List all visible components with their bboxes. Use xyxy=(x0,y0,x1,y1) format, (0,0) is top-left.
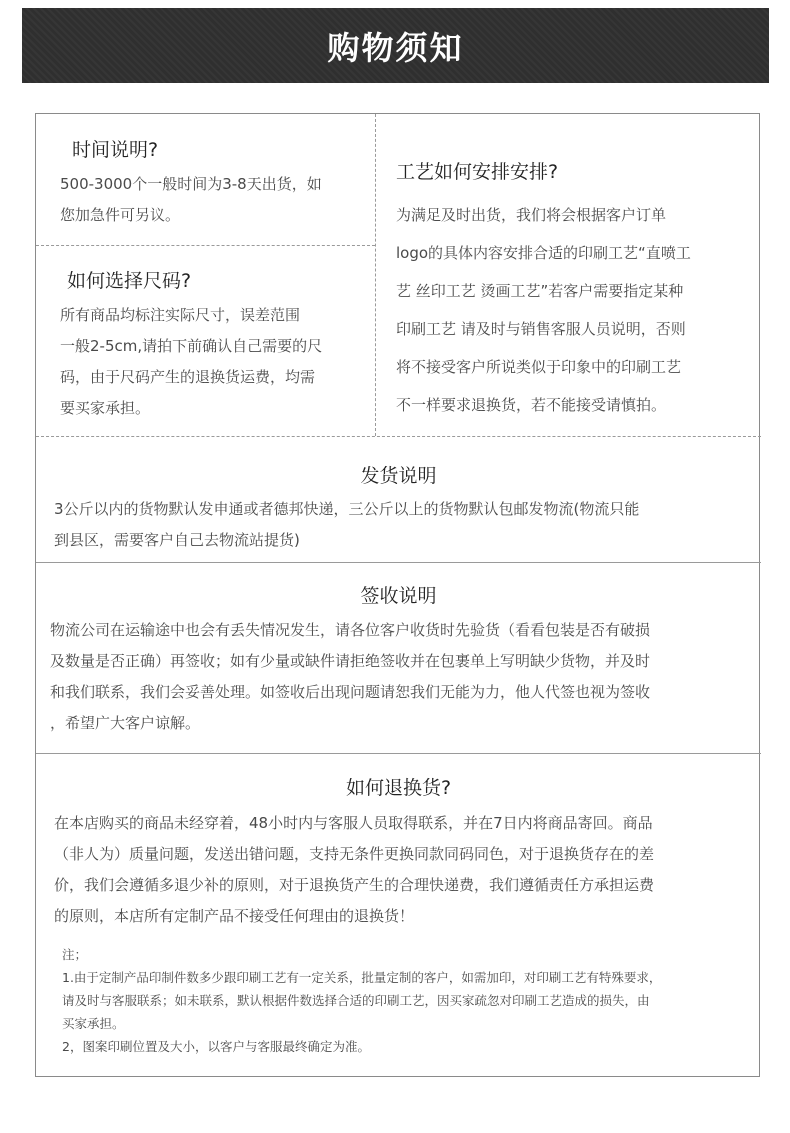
size-title: 如何选择尺码? xyxy=(67,270,192,292)
time-title: 时间说明? xyxy=(72,139,159,161)
divider-top-shipping xyxy=(36,436,761,437)
vertical-divider xyxy=(375,114,376,436)
divider-shipping-receipt xyxy=(36,562,761,563)
receipt-body: 物流公司在运输途中也会有丢失情况发生，请各位客户收货时先验货（看看包装是否有破损 及数量是否正确）再签收；如有少量或缺件请拒绝签收并在包裹单上写明缺少货物，并及时 和我们联系，我们会妥善处理。如签收后出现问题请恕我们无能为力，他人代签也视为签收 ，希望广大客户谅解。 xyxy=(50,621,651,732)
note-line: 买家承担。 xyxy=(62,1016,125,1031)
divider-receipt-returns xyxy=(36,753,761,754)
note-line: 1.由于定制产品印制件数多少跟印刷工艺有一定关系，批量定制的客户，如需加印，对印刷工艺有特殊要求， xyxy=(62,970,662,985)
time-body: 500-3000个一般时间为3-8天出货，如 您加急件可另议。 xyxy=(60,175,322,224)
shipping-body: 3公斤以内的货物默认发申通或者德邦快递，三公斤以上的货物默认包邮发物流(物流只能 到县区，需要客户自己去物流站提货) xyxy=(54,500,640,549)
craft-title: 工艺如何安排安排? xyxy=(396,161,559,183)
page-title: 购物须知 xyxy=(327,28,464,67)
size-body: 所有商品均标注实际尺寸，误差范围 一般2-5cm,请拍下前确认自己需要的尺 码，由于尺码产生的退换货运费，均需 要买家承担。 xyxy=(60,306,323,417)
craft-body: 为满足及时出货，我们将会根据客户订单 logo的具体内容安排合适的印刷工艺“直喷工 艺 丝印工艺 烫画工艺”若客户需要指定某种 印刷工艺 请及时与销售客服人员说明，否则 将不接受客户所说类似于印象中的印刷工艺 不一样要求退换货，若不能接受请慎拍。 xyxy=(396,206,691,414)
note-line: 2，图案印刷位置及大小，以客户与客服最终确定为准。 xyxy=(62,1039,370,1054)
notes-label: 注； xyxy=(62,947,88,962)
notice-box xyxy=(35,113,760,1077)
returns-title: 如何退换货? xyxy=(345,777,452,799)
receipt-title: 签收说明 xyxy=(360,585,437,607)
notes xyxy=(62,943,760,1058)
shipping-title: 发货说明 xyxy=(360,465,437,487)
returns-body: 在本店购买的商品未经穿着，48小时内与客服人员取得联系，并在7日内将商品寄回。商品 （非人为）质量问题，发送出错问题，支持无条件更换同款同码同色，对于退换货存在的差 价，我们会遵循多退少补的原则，对于退换货产生的合理快递费，我们遵循责任方承担运费 的原则，本店所有定制产品不接受任何理由的退换货！ xyxy=(54,814,655,925)
header-banner xyxy=(22,8,769,83)
divider-time-size xyxy=(36,245,375,246)
note-line: 请及时与客服联系；如未联系，默认根据件数选择合适的印刷工艺，因买家疏忽对印刷工艺造成的损失，由 xyxy=(62,993,650,1008)
